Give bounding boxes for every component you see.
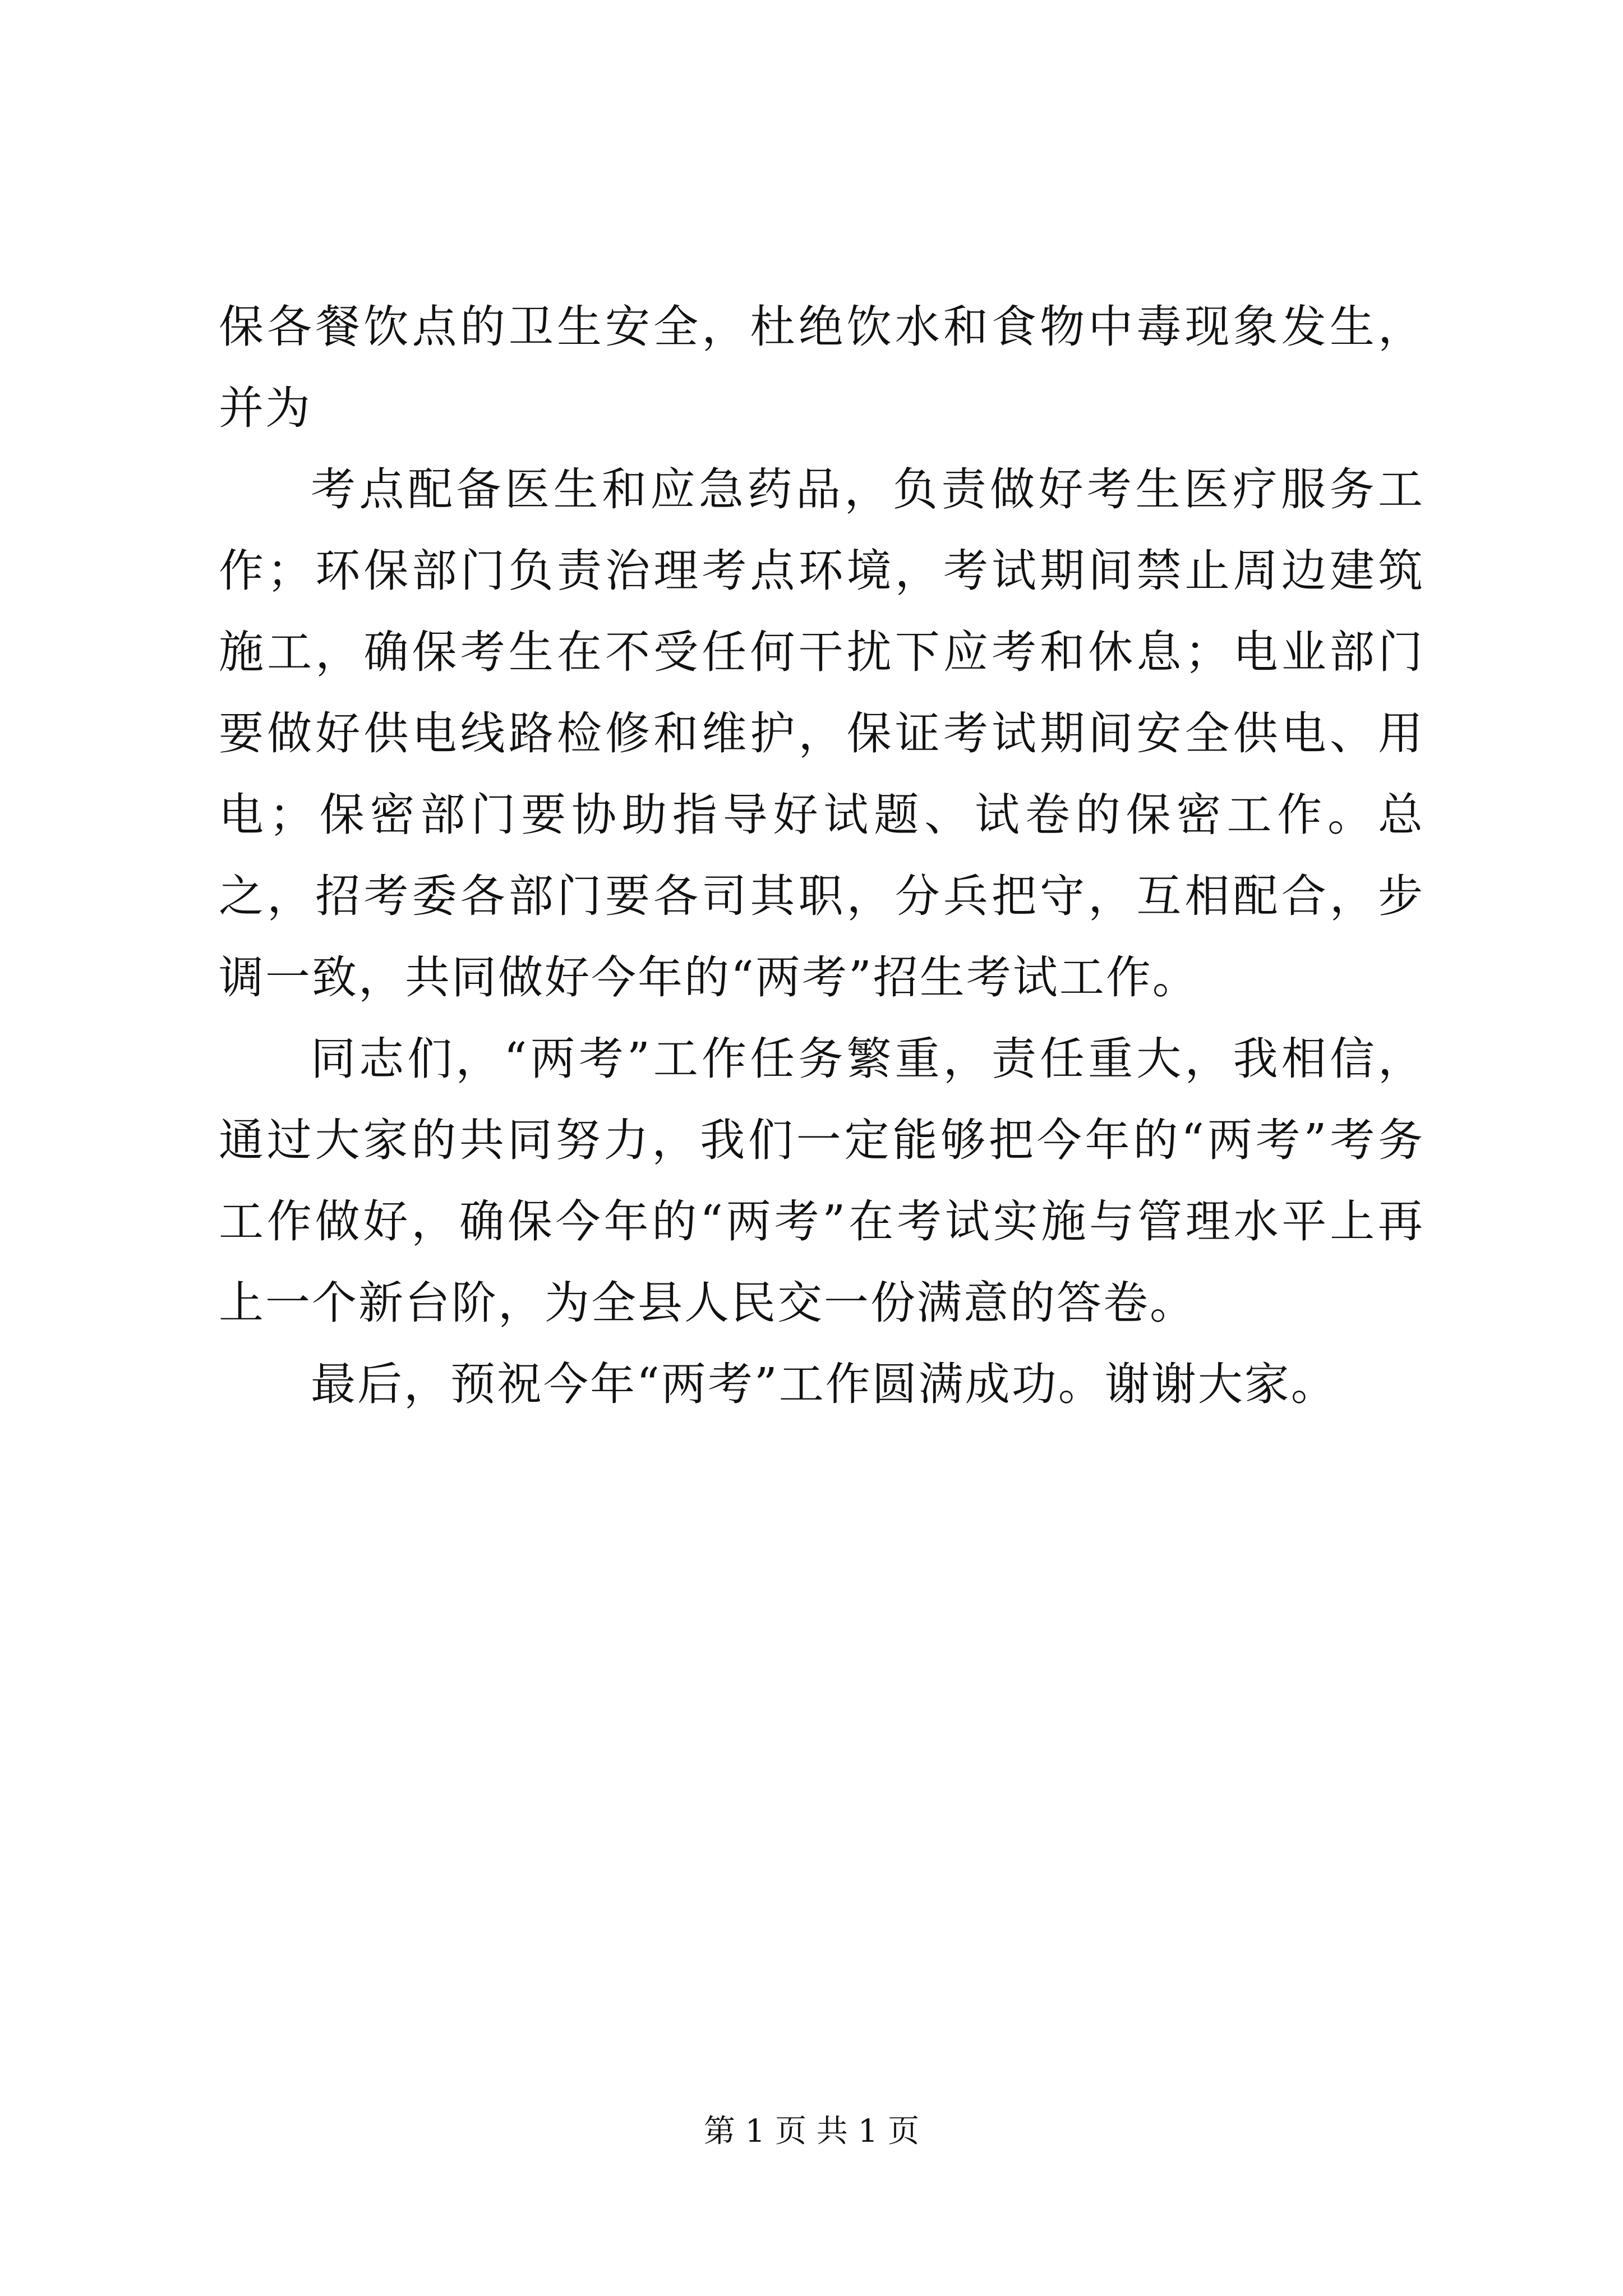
paragraph-continuation: 保各餐饮点的卫生安全，杜绝饮水和食物中毒现象发生，并为: [219, 301, 1424, 434]
paragraph-duties: 考点配备医生和应急药品，负责做好考生医疗服务工作；环保部门负责治理考点环境，考试期间禁止周边建筑施工，确保考生在不受任何干扰下应考和休息；电业部门要做好供电线路检修和维护，保证考试期间安全供电、用电；保密部门要协助指导好试题、试卷的保密工作。总之，招考委各部门要各司其职，分兵把守，互相配合，步调一致，共同做好今年的“两考”招生考试工作。: [219, 463, 1424, 1004]
page-number-footer: 第 1 页 共 1 页: [703, 2113, 920, 2150]
document-body: [219, 286, 1424, 1425]
paragraph-comrades: 同志们，“两考”工作任务繁重，责任重大，我相信，通过大家的共同努力，我们一定能够把今年的“两考”考务工作做好，确保今年的“两考”在考试实施与管理水平上再上一个新台阶，为全县人民交一份满意的答卷。: [219, 1033, 1424, 1329]
paragraph-closing: 最后，预祝今年“两考”工作圆满成功。谢谢大家。: [311, 1358, 1338, 1410]
